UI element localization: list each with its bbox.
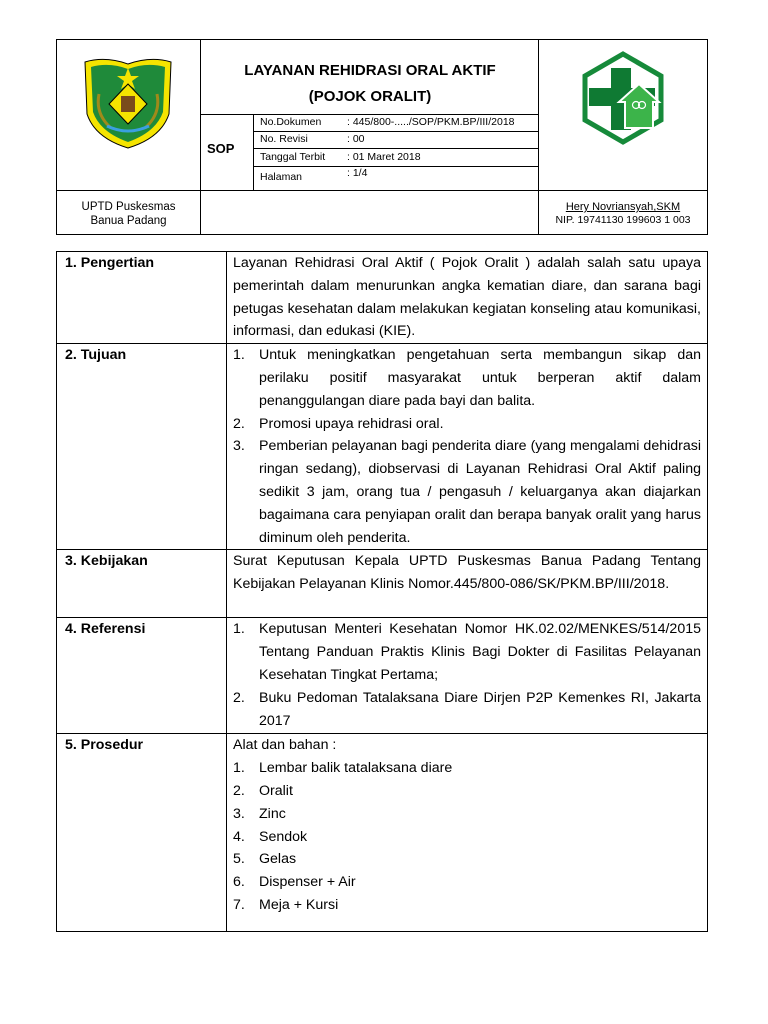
- section-text: Surat Keputusan Kepala UPTD Puskesmas Banua Padang Tentang Kebijakan Pelayanan Klinis Nomor.445/800-086/SK/PKM.BP/III/2018.: [233, 553, 701, 593]
- list-text: Promosi upaya rehidrasi oral.: [259, 415, 444, 432]
- list-item: [233, 344, 701, 412]
- meta-value: : 01 Maret 2018: [347, 151, 421, 163]
- list-text: Gelas: [259, 851, 297, 868]
- list-item: [233, 780, 701, 803]
- list-item: [233, 803, 701, 826]
- list-item: [233, 894, 701, 917]
- section-row: [57, 618, 708, 734]
- list-text: Dispenser + Air: [259, 874, 356, 891]
- section-content: [227, 734, 708, 932]
- list-number: 1.: [233, 760, 245, 777]
- meta-label: No. Revisi: [260, 133, 308, 145]
- list-text: Untuk meningkatkan pengetahuan serta membangun sikap dan perilaku positif masyarakat untuk berperan aktif dalam penanggulangan diare pada bayi dan balita.: [259, 347, 701, 409]
- section-title: 1. Pengertian: [57, 252, 227, 344]
- list-number: 5.: [233, 851, 245, 868]
- list-number: 3.: [233, 438, 245, 455]
- section-title: 3. Kebijakan: [57, 550, 227, 618]
- section-content: [227, 344, 708, 550]
- section-text: Layanan Rehidrasi Oral Aktif ( Pojok Oralit ) adalah salah satu upaya pemerintah dalam menurunkan angka kematian diare, dan sarana bagi petugas kesehatan dalam melakukan kegiatan konseling atau komunikasi, informasi, dan edukasi (KIE).: [233, 255, 701, 340]
- list-item: [233, 413, 701, 436]
- section-row: [57, 252, 708, 344]
- list-number: 3.: [233, 805, 245, 822]
- list-number: 1.: [233, 621, 245, 638]
- regional-emblem-logo: [81, 54, 175, 150]
- meta-value: : 445/800-...../SOP/PKM.BP/III/2018: [347, 116, 515, 128]
- meta-label: Tanggal Terbit: [260, 151, 326, 163]
- list-text: Buku Pedoman Tatalaksana Diare Dirjen P2P Kemenkes RI, Jakarta 2017: [259, 689, 701, 729]
- meta-label: No.Dokumen: [260, 116, 322, 128]
- list-number: 4.: [233, 828, 245, 845]
- list-text: Meja + Kursi: [259, 896, 339, 913]
- section-content: [227, 550, 708, 618]
- organization-name: [57, 200, 200, 228]
- org-line: Banua Padang: [90, 215, 167, 227]
- meta-value: : 1/4: [347, 167, 368, 179]
- list-item: [233, 687, 701, 733]
- section-title: 5. Prosedur: [57, 734, 227, 932]
- list-text: Oralit: [259, 782, 293, 799]
- list-number: 6.: [233, 874, 245, 891]
- section-row: [57, 344, 708, 550]
- section-content: [227, 252, 708, 344]
- sop-header-table: [56, 39, 708, 235]
- list-number: 7.: [233, 896, 245, 913]
- section-title: 4. Referensi: [57, 618, 227, 734]
- signer-nip: NIP. 19741130 199603 1 003: [555, 214, 691, 226]
- puskesmas-logo: [575, 50, 671, 146]
- document-title: LAYANAN REHIDRASI ORAL AKTIF: [244, 62, 496, 79]
- section-text: Alat dan bahan :: [233, 737, 337, 754]
- org-line: UPTD Puskesmas: [81, 201, 176, 213]
- list-item: [233, 871, 701, 894]
- list-text: Sendok: [259, 828, 308, 845]
- list-text: Zinc: [259, 805, 286, 822]
- list-item: [233, 435, 701, 549]
- signer-name: Hery Novriansyah,SKM: [565, 201, 681, 213]
- list-text: Lembar balik tatalaksana diare: [259, 760, 453, 777]
- document-subtitle: (POJOK ORALIT): [308, 88, 432, 105]
- signer-block: [539, 201, 707, 227]
- list-number: 2.: [233, 782, 245, 799]
- list-number: 1.: [233, 347, 245, 364]
- section-content: [227, 618, 708, 734]
- sop-content-table: [56, 251, 708, 932]
- list-item: [233, 848, 701, 871]
- section-row: [57, 550, 708, 618]
- meta-label: Halaman: [260, 171, 303, 183]
- list-number: 2.: [233, 415, 245, 432]
- list-text: Keputusan Menteri Kesehatan Nomor HK.02.02/MENKES/514/2015 Tentang Panduan Praktis Klinis Bagi Dokter di Fasilitas Pelayanan Kesehatan Tingkat Pertama;: [259, 621, 701, 683]
- list-item: [233, 757, 701, 780]
- list-text: Pemberian pelayanan bagi penderita diare (yang mengalami dehidrasi ringan sedang), diobservasi di Layanan Rehidrasi Oral Aktif paling sedikit 3 jam, orang tua / pengasuh / keluarganya akan diajarkan bagaimana cara penyiapan oralit dan berapa banyak oralit yang harus diminum oleh penderita.: [259, 438, 701, 546]
- list-number: 2.: [233, 689, 245, 706]
- sop-label: SOP: [207, 141, 235, 156]
- meta-value: : 00: [347, 133, 365, 145]
- list-item: [233, 826, 701, 849]
- list-item: [233, 618, 701, 686]
- section-title: 2. Tujuan: [57, 344, 227, 550]
- section-row: [57, 734, 708, 932]
